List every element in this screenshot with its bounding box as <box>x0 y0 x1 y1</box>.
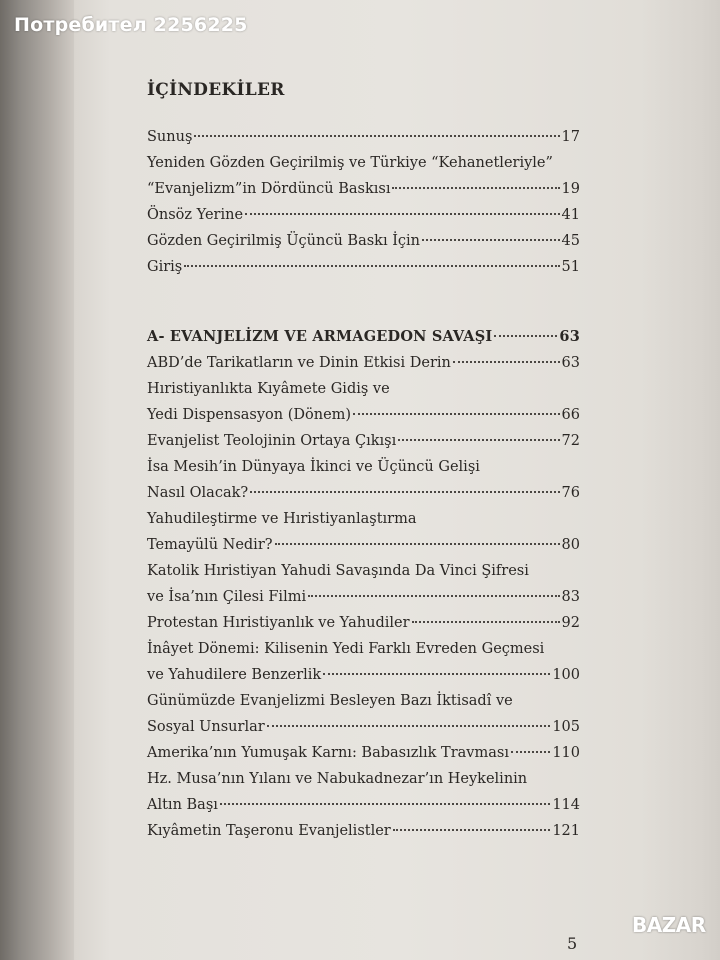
toc-page-number: 92 <box>561 615 580 631</box>
toc-leader-dots <box>412 621 560 623</box>
toc-entry-title: Altın Başı <box>147 797 218 813</box>
toc-page-number: 66 <box>561 407 580 423</box>
toc-entry <box>147 584 580 610</box>
toc-entry <box>147 532 580 558</box>
toc-page-number: 51 <box>561 259 580 275</box>
toc-entry <box>147 506 580 532</box>
toc-page-number: 17 <box>561 129 580 145</box>
toc-page-number: 45 <box>561 233 580 249</box>
toc-entry <box>147 558 580 584</box>
toc-leader-dots <box>422 239 560 241</box>
toc-leader-dots <box>453 361 560 363</box>
toc-entry <box>147 792 580 818</box>
toc-entry <box>147 480 580 506</box>
toc-entry-title: İsa Mesih’in Dünyaya İkinci ve Üçüncü Gelişi <box>147 459 480 475</box>
toc-page-number: 72 <box>561 433 580 449</box>
toc-entry <box>147 124 580 150</box>
toc-entry-title: Nasıl Olacak? <box>147 485 249 501</box>
toc-entry-title: Sosyal Unsurlar <box>147 719 265 735</box>
toc-page-number: 105 <box>552 719 580 735</box>
toc-leader-dots <box>194 135 559 137</box>
page-gutter-shadow <box>0 0 74 960</box>
toc-entry-title: Yedi Dispensasyon (Dönem) <box>147 407 352 423</box>
toc-entry-title: Yeniden Gözden Geçirilmiş ve Türkiye “Kehanetleriyle” <box>147 155 553 171</box>
toc-page-number: 63 <box>561 355 580 371</box>
toc-entry-title: Hz. Musa’nın Yılanı ve Nabukadnezar’ın Heykelinin <box>147 771 528 787</box>
toc-entry-title: Gözden Geçirilmiş Üçüncü Baskı İçin <box>147 233 421 249</box>
toc-entry <box>147 740 580 766</box>
toc-entry <box>147 428 580 454</box>
toc-entry-title: Evanjelist Teolojinin Ortaya Çıkışı <box>147 433 397 449</box>
toc-page-number: 100 <box>552 667 580 683</box>
toc-entry-title: Protestan Hıristiyanlık ve Yahudiler <box>147 615 410 631</box>
toc-entry <box>147 202 580 228</box>
toc-leader-dots <box>323 673 550 675</box>
toc-entry-title: Günümüzde Evanjelizmi Besleyen Bazı İktisadî ve <box>147 693 513 709</box>
toc-entry <box>147 254 580 280</box>
toc-entry <box>147 714 580 740</box>
toc-page-number: 121 <box>552 823 580 839</box>
toc-page-number: 80 <box>561 537 580 553</box>
toc-entry <box>147 818 580 844</box>
toc-entry-title: İnâyet Dönemi: Kilisenin Yedi Farklı Evreden Geçmesi <box>147 641 545 657</box>
toc-leader-dots <box>494 335 557 337</box>
page-number: 5 <box>567 934 578 953</box>
toc-page-number: 83 <box>561 589 580 605</box>
toc-section-heading <box>147 324 580 350</box>
toc-entry <box>147 228 580 254</box>
toc-entry-title: Giriş <box>147 259 183 275</box>
toc-leader-dots <box>398 439 559 441</box>
toc-page-number: 41 <box>561 207 580 223</box>
toc-entry-title: Önsöz Yerine <box>147 207 244 223</box>
toc-entry-title: Yahudileştirme ve Hıristiyanlaştırma <box>147 511 417 527</box>
toc-title: İÇİNDEKİLER <box>147 80 285 100</box>
toc-entry <box>147 150 580 176</box>
toc-page-number: 63 <box>559 328 580 345</box>
toc-page-number: 76 <box>561 485 580 501</box>
toc-entry <box>147 454 580 480</box>
toc-entry <box>147 176 580 202</box>
toc-entry <box>147 350 580 376</box>
toc-leader-dots <box>392 187 559 189</box>
toc-page-number: 114 <box>552 797 580 813</box>
toc-entry-title: Sunuş <box>147 129 193 145</box>
toc-entry-title: ve Yahudilere Benzerlik <box>147 667 322 683</box>
toc-entry-title: A- EVANJELİZM VE ARMAGEDON SAVAŞI <box>147 328 493 345</box>
toc-entry <box>147 610 580 636</box>
toc-entry <box>147 662 580 688</box>
toc-leader-dots <box>511 751 550 753</box>
toc-entry-title: “Evanjelizm”in Dördüncü Baskısı <box>147 181 391 197</box>
toc-leader-dots <box>267 725 551 727</box>
toc-page-number: 110 <box>552 745 580 761</box>
user-watermark: Потребител 2256225 <box>14 14 248 36</box>
bazar-logo: BAZAR <box>632 913 706 937</box>
toc-leader-dots <box>184 265 559 267</box>
toc-entry <box>147 636 580 662</box>
toc-leader-dots <box>393 829 551 831</box>
toc-entry-title: Amerika’nın Yumuşak Karnı: Babasızlık Travması <box>147 745 509 761</box>
toc-entry-title: Hıristiyanlıkta Kıyâmete Gidiş ve <box>147 381 390 397</box>
toc-page-number: 19 <box>561 181 580 197</box>
toc-leader-dots <box>245 213 560 215</box>
toc-leader-dots <box>220 803 550 805</box>
toc-entry-title: Kıyâmetin Taşeronu Evanjelistler <box>147 823 391 839</box>
toc-leader-dots <box>275 543 560 545</box>
toc-entry <box>147 376 580 402</box>
toc-leader-dots <box>308 595 559 597</box>
toc-entry-title: ve İsa’nın Çilesi Filmi <box>147 589 307 605</box>
toc-leader-dots <box>353 413 559 415</box>
toc-entry <box>147 402 580 428</box>
toc-entry-title: Katolik Hıristiyan Yahudi Savaşında Da Vinci Şifresi <box>147 563 529 579</box>
toc-entry-title: Temayülü Nedir? <box>147 537 273 553</box>
toc-entry-title: ABD’de Tarikatların ve Dinin Etkisi Derin <box>147 355 451 371</box>
toc-leader-dots <box>250 491 559 493</box>
toc-entry <box>147 766 580 792</box>
toc-entry <box>147 688 580 714</box>
